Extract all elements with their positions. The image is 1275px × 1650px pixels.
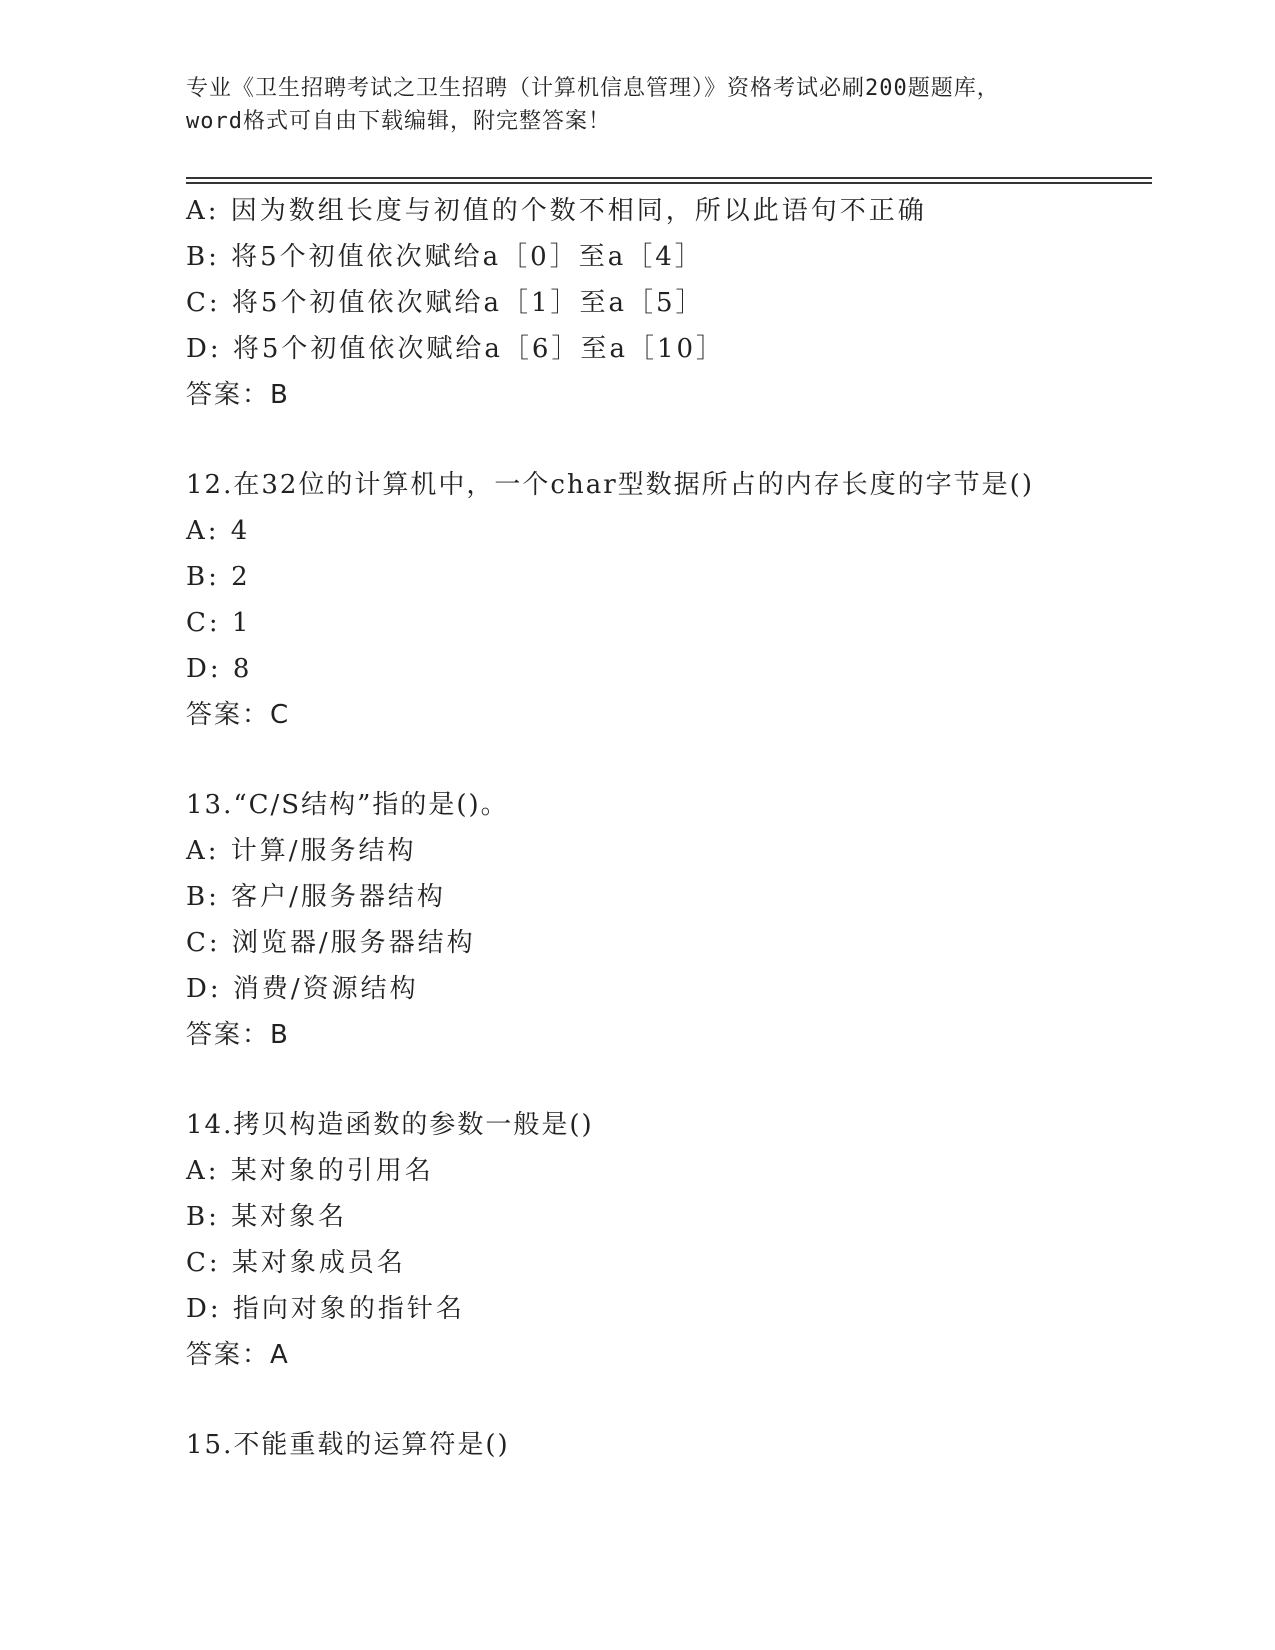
header-divider-top [186, 177, 1152, 179]
question-block [186, 782, 1146, 1058]
option-c: C: 浏览器/服务器结构 [186, 928, 476, 958]
option-d: D: 消费/资源结构 [186, 974, 419, 1004]
option-c: C: 将5个初值依次赋给a［1］至a［5］ [186, 288, 705, 318]
question-title: 13.“C/S结构”指的是()。 [186, 790, 509, 820]
header-line-2: word格式可自由下载编辑，附完整答案！ [186, 109, 611, 134]
question-block [186, 1422, 1146, 1468]
option-b: B: 将5个初值依次赋给a［0］至a［4］ [186, 242, 704, 272]
option-a: A: 某对象的引用名 [186, 1156, 434, 1186]
option-d: D: 8 [186, 654, 253, 684]
question-list [186, 188, 1146, 1468]
spacer [186, 1378, 1146, 1422]
option-a: A: 计算/服务结构 [186, 836, 417, 866]
header-divider-bottom [186, 182, 1152, 184]
answer-line: 答案：B [186, 380, 290, 410]
option-d: D: 指向对象的指针名 [186, 1294, 465, 1324]
option-a: A: 因为数组长度与初值的个数不相同，所以此语句不正确 [186, 196, 927, 226]
option-b: B: 2 [186, 562, 251, 592]
question-block [186, 188, 1146, 418]
question-block [186, 1102, 1146, 1378]
question-block [186, 462, 1146, 738]
spacer [186, 738, 1146, 782]
spacer [186, 418, 1146, 462]
answer-line: 答案：A [186, 1340, 290, 1370]
option-c: C: 1 [186, 608, 252, 638]
question-title: 12.在32位的计算机中，一个char型数据所占的内存长度的字节是() [186, 470, 1034, 500]
option-b: B: 某对象名 [186, 1202, 348, 1232]
option-b: B: 客户/服务器结构 [186, 882, 446, 912]
option-c: C: 某对象成员名 [186, 1248, 406, 1278]
document-header [186, 72, 1086, 138]
spacer [186, 1058, 1146, 1102]
answer-line: 答案：B [186, 1020, 290, 1050]
option-d: D: 将5个初值依次赋给a［6］至a［10］ [186, 334, 726, 364]
answer-line: 答案：C [186, 700, 291, 730]
header-line-1: 专业《卫生招聘考试之卫生招聘（计算机信息管理）》资格考试必刷200题题库， [186, 76, 1000, 101]
option-a: A: 4 [186, 516, 251, 546]
question-title: 15.不能重载的运算符是() [186, 1430, 510, 1460]
question-title: 14.拷贝构造函数的参数一般是() [186, 1110, 594, 1140]
